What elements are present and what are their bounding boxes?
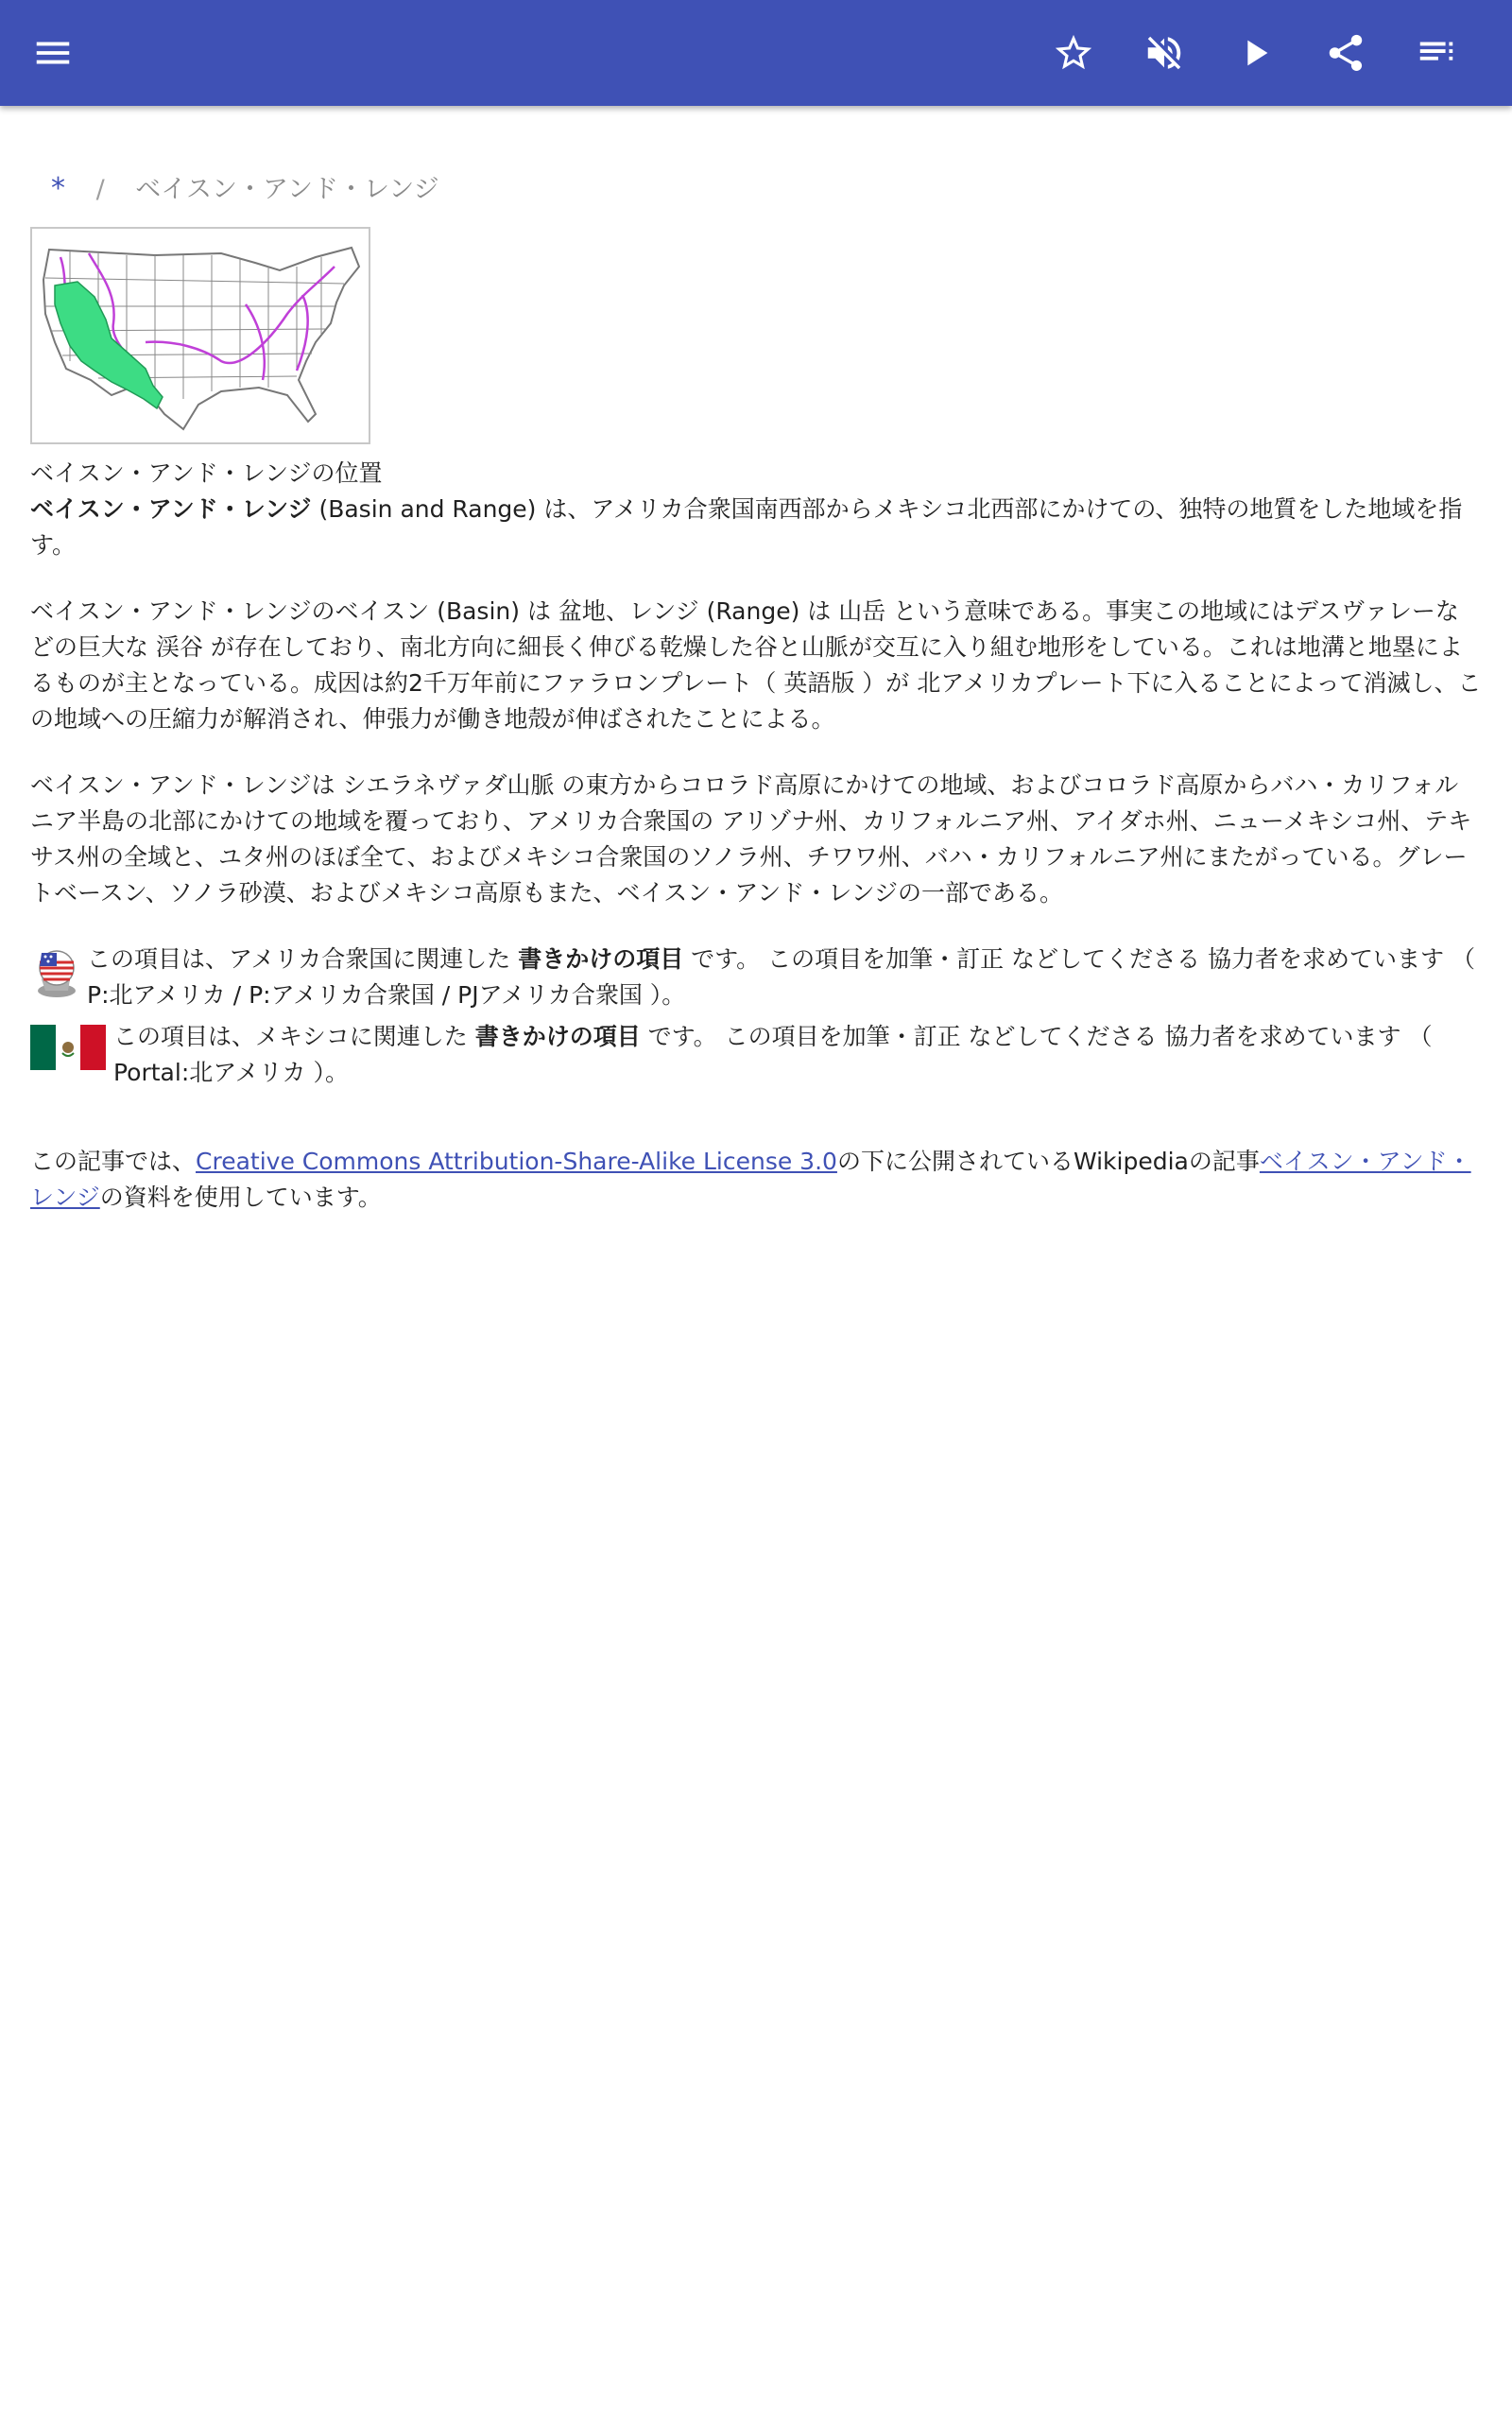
stub-mexico-suffix: です。 この項目を加筆・訂正 などしてくださる 協力者を求めています （ Portal:北アメリカ ）。 [113, 1023, 1433, 1086]
license-middle: の下に公開されているWikipediaの記事 [836, 1148, 1260, 1175]
paragraph-3: ベイスン・アンド・レンジは シエラネヴァダ山脈 の東方からコロラド高原にかけての地域、およびコロラド高原からバハ・カリフォルニア半島の北部にかけての地域を覆っており、アメリカ合衆国の アリゾナ州、カリフォルニア州、アイダホ州、ニューメキシコ州、テキサス州の全域と、ユタ州のほぼ全て、およびメキシコ合衆国のソノラ州、チワワ州、バハ・カリフォルニア州にまたがっている。グレートベースン、ソノラ砂漠、およびメキシコ高原もまた、ベイスン・アンド・レンジの一部である。 [30, 771, 1472, 907]
app-bar [0, 0, 1512, 106]
breadcrumb-separator: / [95, 175, 105, 204]
lead-paragraph [30, 492, 1482, 563]
stub-usa-prefix: この項目は、アメリカ合衆国に関連した [87, 945, 519, 973]
breadcrumb-current: ベイスン・アンド・レンジ [135, 175, 439, 204]
license-suffix: の資料を使用しています。 [99, 1184, 382, 1211]
menu-icon[interactable] [26, 26, 79, 79]
stub-text-usa [87, 942, 1482, 1013]
article-title-bold: ベイスン・アンド・レンジ [30, 495, 312, 523]
lead-text: (Basin and Range) は、アメリカ合衆国南西部からメキシコ北西部にかけての、独特の地質をした地域を指す。 [30, 495, 1463, 559]
volume-off-icon[interactable] [1138, 26, 1191, 79]
stub-text-mexico [113, 1019, 1482, 1091]
stub-mexico-bold[interactable]: 書きかけの項目 [474, 1023, 641, 1050]
paragraph-2: ベイスン・アンド・レンジのベイスン (Basin) は 盆地、レンジ (Range) は 山岳 という意味である。事実この地域にはデスヴァレーなどの巨大な 渓谷 が存在しており、南北方向に細長く伸びる乾燥した谷と山脈が交互に入り組む地形をしている。これは地溝と地塁によるものが主となっている。成因は約2千万年前にファラロンプレート（ 英語版 ）が 北アメリカプレート下に入ることによって消滅し、この地域への圧縮力が解消され、伸張力が働き地殻が伸ばされたことによる。 [30, 597, 1482, 733]
stub-notice-usa [30, 942, 1482, 1013]
license-prefix: この記事では、 [30, 1148, 197, 1175]
stub-mexico-prefix: この項目は、メキシコに関連した [113, 1023, 475, 1050]
license-notice [30, 1144, 1482, 1216]
stub-usa-suffix: です。 この項目を加筆・訂正 などしてくださる 協力者を求めています （ P:北アメリカ / P:アメリカ合衆国 / PJアメリカ合衆国 ）。 [87, 945, 1475, 1009]
mexico-flag-icon [30, 1025, 106, 1080]
wikipedia-article-link[interactable]: ベイスン・アンド・レンジ [30, 1148, 1471, 1211]
play-icon[interactable] [1228, 26, 1281, 79]
figure-caption: ベイスン・アンド・レンジの位置 [30, 459, 383, 487]
star-outline-icon[interactable] [1047, 26, 1100, 79]
figure [30, 227, 383, 492]
stub-notice-mexico [30, 1019, 1482, 1091]
breadcrumb-home[interactable]: * [51, 172, 65, 205]
stub-usa-bold[interactable]: 書きかけの項目 [518, 945, 684, 973]
usa-stub-icon [30, 947, 79, 1011]
breadcrumb [30, 168, 1482, 210]
share-icon[interactable] [1319, 26, 1372, 79]
article-content [30, 106, 1482, 1216]
location-map-image[interactable] [30, 227, 370, 444]
playlist-icon[interactable] [1410, 26, 1463, 79]
license-link[interactable]: Creative Commons Attribution-Share-Alike License 3.0 [196, 1148, 837, 1175]
